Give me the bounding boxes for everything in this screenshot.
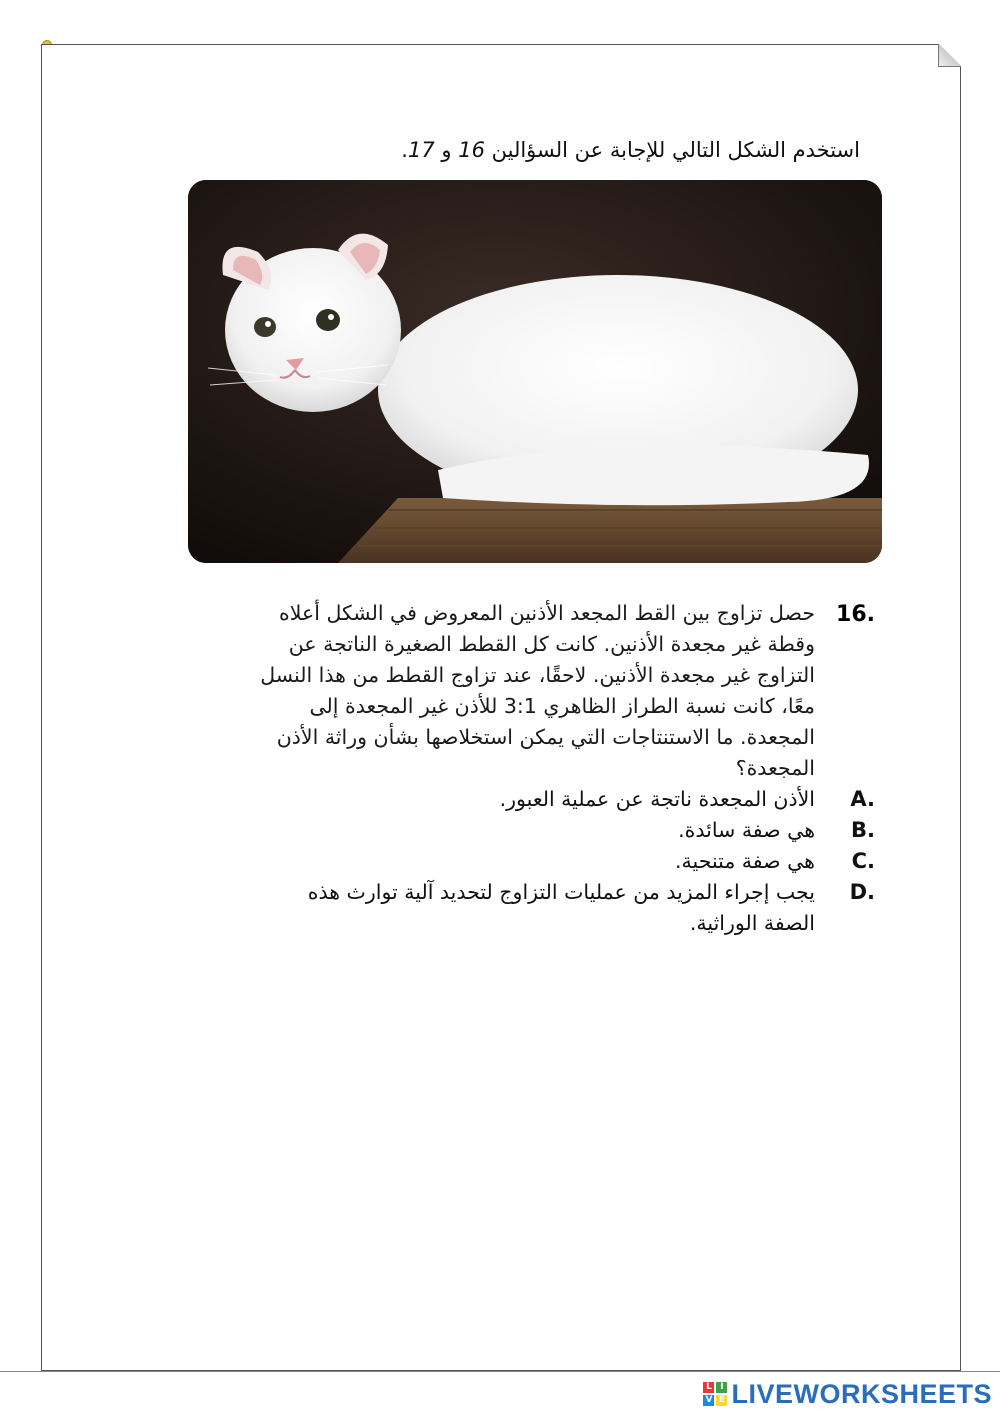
option-b-text: هي صفة سائدة.: [678, 818, 815, 842]
option-a-text: الأذن المجعدة ناتجة عن عملية العبور.: [499, 787, 815, 811]
option-c-text: هي صفة متنحية.: [675, 849, 815, 873]
question-text: حصل تزاوج بين القط المجعد الأذنين المعروض في الشكل أعلاه وقطة غير مجعدة الأذنين. كانت كل القطط الصغيرة الناتجة عن التزاوج غير مجعدة الأذنين. لاحقًا، عند تزاوج القطط من هذا النسل معًا، كانت نسبة الطراز الظاهري 3:1 للأذن غير المجعدة إلى المجعدة. ما الاستنتاجات التي يمكن استخلاصها بشأن وراثة الأذن المجعدة؟: [260, 601, 815, 780]
option-b-letter: B.: [851, 818, 875, 842]
instruction-num-16: 16: [458, 138, 485, 162]
footer-divider: [0, 1371, 1000, 1372]
brand-name: LIVEWORKSHEETS: [731, 1378, 992, 1409]
option-d-letter: D.: [849, 880, 875, 904]
logo-tile: L: [703, 1382, 714, 1393]
instruction-text: [240, 138, 860, 162]
liveworksheets-logo-icon: [703, 1382, 727, 1406]
answer-options: [260, 784, 875, 939]
instruction-joiner: و: [434, 138, 459, 162]
logo-tile: V: [703, 1395, 714, 1406]
liveworksheets-brand[interactable]: [703, 1378, 992, 1410]
instruction-main: استخدم الشكل التالي للإجابة عن السؤالين: [484, 138, 860, 162]
cat-photo: [188, 180, 882, 563]
option-b[interactable]: [260, 815, 875, 846]
page-fold-corner: [938, 44, 961, 67]
option-c[interactable]: [260, 846, 875, 877]
logo-tile: E: [716, 1395, 727, 1406]
instruction-num-17: 17: [407, 138, 435, 162]
option-d-text: يجب إجراء المزيد من عمليات التزاوج لتحديد آلية توارث هذه الصفة الوراثية.: [307, 880, 815, 935]
question-16: [260, 598, 875, 939]
instruction-end: .: [401, 138, 408, 162]
option-d[interactable]: [260, 877, 875, 939]
option-a-letter: A.: [850, 787, 875, 811]
logo-tile: I: [716, 1382, 727, 1393]
option-c-letter: C.: [851, 849, 875, 873]
option-a[interactable]: [260, 784, 875, 815]
question-number: 16.: [836, 602, 875, 627]
